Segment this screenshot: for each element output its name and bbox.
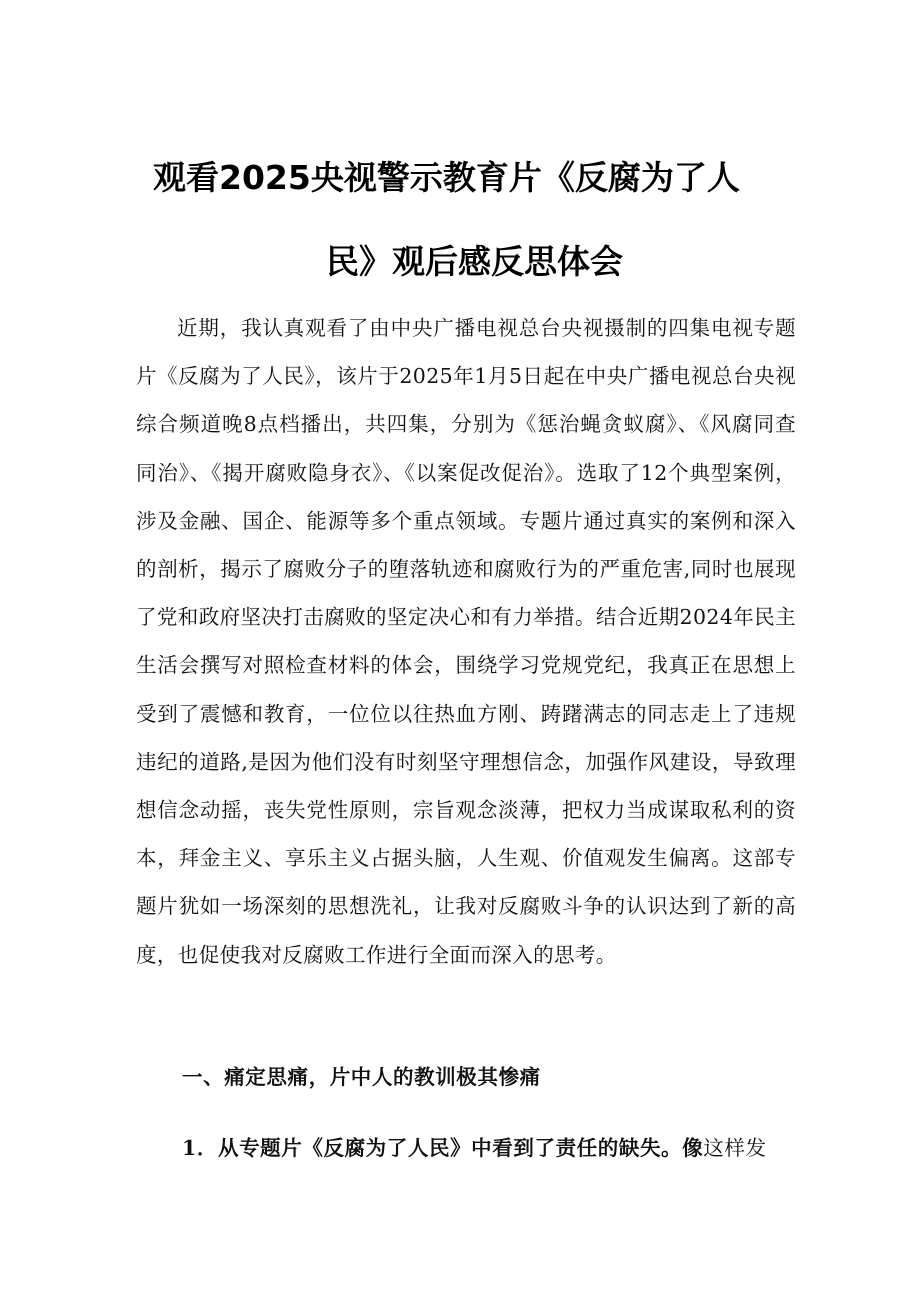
subsection-heading-regular-text: 这样发 [703, 1136, 767, 1160]
document-title-line-2: 民》观后感反思体会 [326, 242, 623, 281]
document-title-line-1: 观看2025央视警示教育片《反腐为了人 [153, 158, 740, 197]
subsection-heading-bold-text: 1．从专题片《反腐为了人民》中看到了责任的缺失。像 [182, 1136, 704, 1160]
subsection-heading-1 [182, 1131, 792, 1161]
section-heading-1: 一、痛定思痛，片中人的教训极其惨痛 [182, 1065, 541, 1089]
body-paragraph-1: 近期，我认真观看了由中央广播电视总台央视摄制的四集电视专题片《反腐为了人民》，该片于2025年1月5日起在中央广播电视总台央视综合频道晚8点档播出，共四集，分别为《惩治蝇贪蚁腐》、《风腐同查同治》、《揭开腐败隐身衣》、《以案促改促治》。选取了12个典型案例，涉及金融、国企、能源等多个重点领域。专题片通过真实的案例和深入的剖析，揭示了腐败分子的堕落轨迹和腐败行为的严重危害,同时也展现了党和政府坚决打击腐败的坚定决心和有力举措。结合近期2024年民主生活会撰写对照检查材料的体会，围绕学习党规党纪，我真正在思想上受到了震憾和教育，一位位以往热血方刚、踌躇满志的同志走上了违规违纪的道路,是因为他们没有时刻坚守理想信念，加强作风建设，导致理想信念动摇，丧失党性原则，宗旨观念淡薄，把权力当成谋取私利的资本，拜金主义、享乐主义占据头脑，人生观、价值观发生偏离。这部专题片犹如一场深刻的思想洗礼，让我对反腐败斗争的认识达到了新的高度，也促使我对反腐败工作进行全面而深入的思考。 [136, 316, 796, 967]
